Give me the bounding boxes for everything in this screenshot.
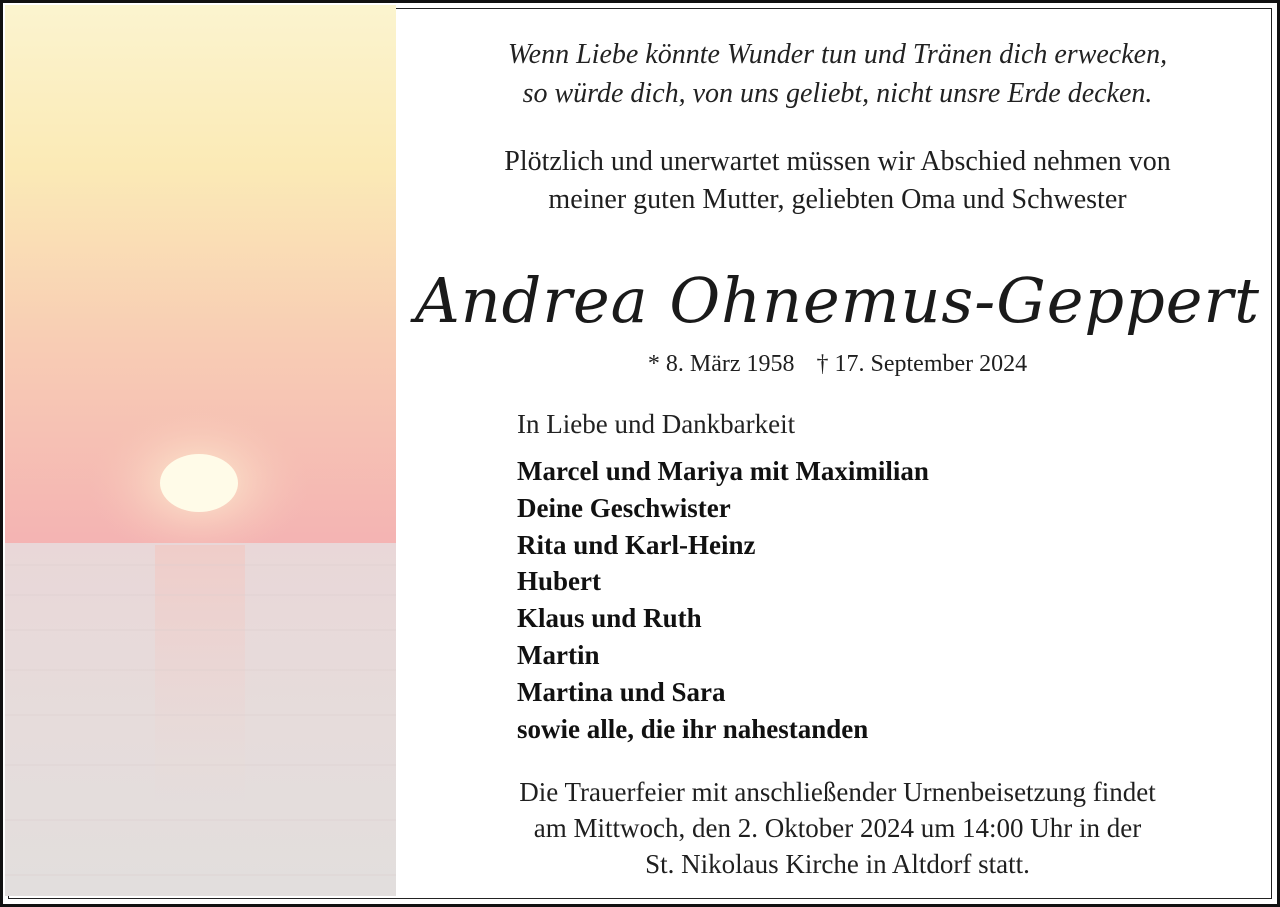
- intro-line: Plötzlich und unerwartet müssen wir Abschied nehmen von: [504, 146, 1171, 177]
- intro-line: meiner guten Mutter, geliebten Oma und Schwester: [548, 184, 1127, 215]
- birth-date: * 8. März 1958: [647, 351, 795, 377]
- funeral-details: [400, 774, 1275, 882]
- life-dates: [400, 348, 1275, 380]
- mourners-intro: In Liebe und Dankbarkeit: [517, 409, 796, 439]
- deceased-name: Andrea Ohnemus-Geppert: [414, 264, 1261, 337]
- sun-shape: [160, 454, 238, 512]
- mourner-name: Hubert: [517, 566, 601, 597]
- mourner-name: Martin: [517, 639, 600, 670]
- poem-line: so würde dich, von uns geliebt, nicht unsre Erde decken.: [522, 78, 1153, 109]
- announcement-intro: [400, 143, 1275, 219]
- notice-text-column: [400, 5, 1275, 902]
- mourner-name: Deine Geschwister: [517, 492, 731, 523]
- mourner-name: Rita und Karl-Heinz: [517, 529, 756, 560]
- sunset-photo: [5, 5, 396, 896]
- mourner-name: sowie alle, die ihr nahestanden: [517, 713, 869, 744]
- death-date: † 17. September 2024: [816, 351, 1028, 377]
- mourners-block: [517, 405, 929, 747]
- mourner-name: Martina und Sara: [517, 676, 726, 707]
- poem-line: Wenn Liebe könnte Wunder tun und Tränen dich erwecken,: [507, 39, 1168, 70]
- funeral-line: St. Nikolaus Kirche in Altdorf statt.: [645, 849, 1030, 879]
- mourner-name: Marcel und Mariya mit Maximilian: [517, 456, 929, 486]
- mourner-name: Klaus und Ruth: [517, 603, 702, 634]
- poem: [400, 35, 1275, 113]
- funeral-line: Die Trauerfeier mit anschließender Urnenbeisetzung findet: [519, 777, 1156, 807]
- funeral-line: am Mittwoch, den 2. Oktober 2024 um 14:00 Uhr in der: [533, 813, 1142, 843]
